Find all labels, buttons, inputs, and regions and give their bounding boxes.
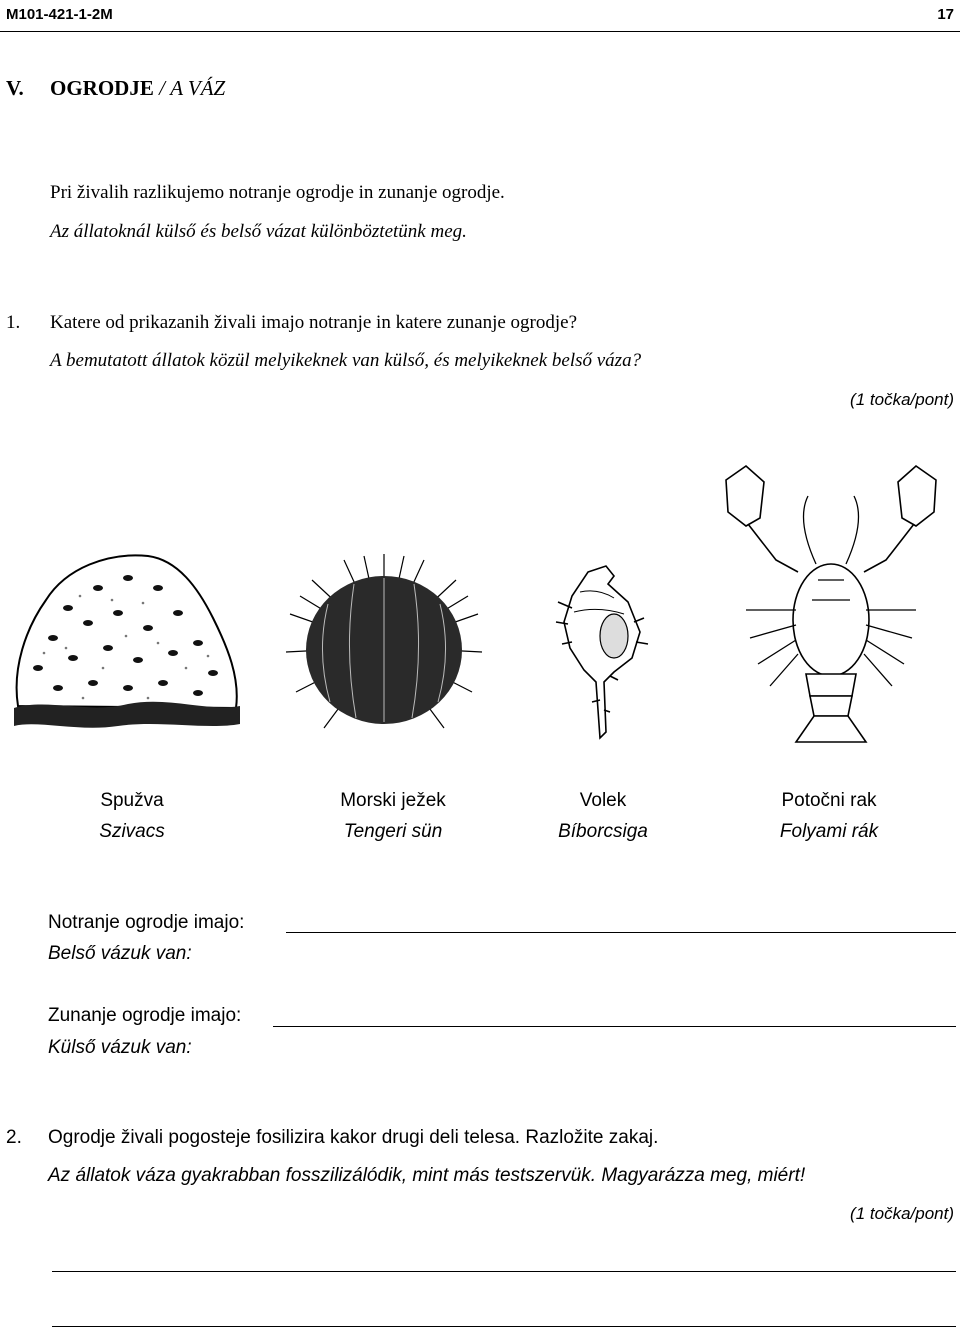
intro-text-sl: Pri živalih razlikujemo notranje ogrodje in zunanje ogrodje. (50, 182, 505, 203)
header-divider (0, 31, 960, 32)
crayfish-illustration (706, 460, 956, 745)
intro-text-hu: Az állatoknál külső és belső vázat különböztetünk meg. (50, 221, 467, 242)
animal-name-sea-urchin-hu: Tengeri sün (343, 821, 443, 842)
question-2-answer-line-2[interactable] (52, 1326, 956, 1327)
external-skeleton-label-sl: Zunanje ogrodje imajo: (48, 1005, 242, 1026)
animal-name-sponge-hu: Szivacs (99, 821, 165, 842)
question-2-number: 2. (6, 1127, 22, 1148)
animal-name-crayfish-sl: Potočni rak (781, 790, 877, 811)
question-1-number: 1. (6, 312, 21, 333)
document-code: M101-421-1-2M (6, 6, 113, 23)
section-title (6, 76, 225, 101)
animal-name-sea-urchin-sl: Morski ježek (340, 790, 446, 811)
question-1-points: (1 točka/pont) (850, 390, 954, 409)
external-skeleton-answer-line[interactable] (273, 1026, 956, 1027)
internal-skeleton-label-sl: Notranje ogrodje imajo: (48, 912, 245, 933)
animal-name-murex-hu: Bíborcsiga (558, 821, 648, 842)
section-title-sl: OGRODJE (50, 76, 154, 100)
sea-urchin-illustration (284, 552, 484, 737)
sponge-illustration (8, 548, 244, 736)
internal-skeleton-label-hu: Belső vázuk van: (48, 943, 192, 964)
question-2-text-hu: Az állatok váza gyakrabban fosszilizálódik, mint más testszervük. Magyarázza meg, miért! (48, 1165, 806, 1186)
section-number: V. (6, 76, 24, 100)
animal-name-sponge-sl: Spužva (100, 790, 164, 811)
external-skeleton-label-hu: Külső vázuk van: (48, 1037, 192, 1058)
section-separator: / (159, 76, 165, 100)
animal-name-murex-sl: Volek (579, 790, 627, 811)
animal-name-crayfish-hu: Folyami rák (779, 821, 879, 842)
page-number: 17 (937, 6, 954, 23)
murex-shell-illustration (548, 562, 658, 742)
section-title-hu: A VÁZ (170, 76, 226, 100)
question-2-text-sl: Ogrodje živali pogosteje fosilizira kakor drugi deli telesa. Razložite zakaj. (48, 1127, 659, 1148)
question-2-answer-line-1[interactable] (52, 1271, 956, 1272)
question-1-text-sl: Katere od prikazanih živali imajo notranje in katere zunanje ogrodje? (50, 312, 578, 333)
question-2-points: (1 točka/pont) (850, 1204, 954, 1223)
internal-skeleton-answer-line[interactable] (286, 932, 956, 933)
question-1-text-hu: A bemutatott állatok közül melyikeknek van külső, és melyikeknek belső váza? (50, 350, 642, 371)
